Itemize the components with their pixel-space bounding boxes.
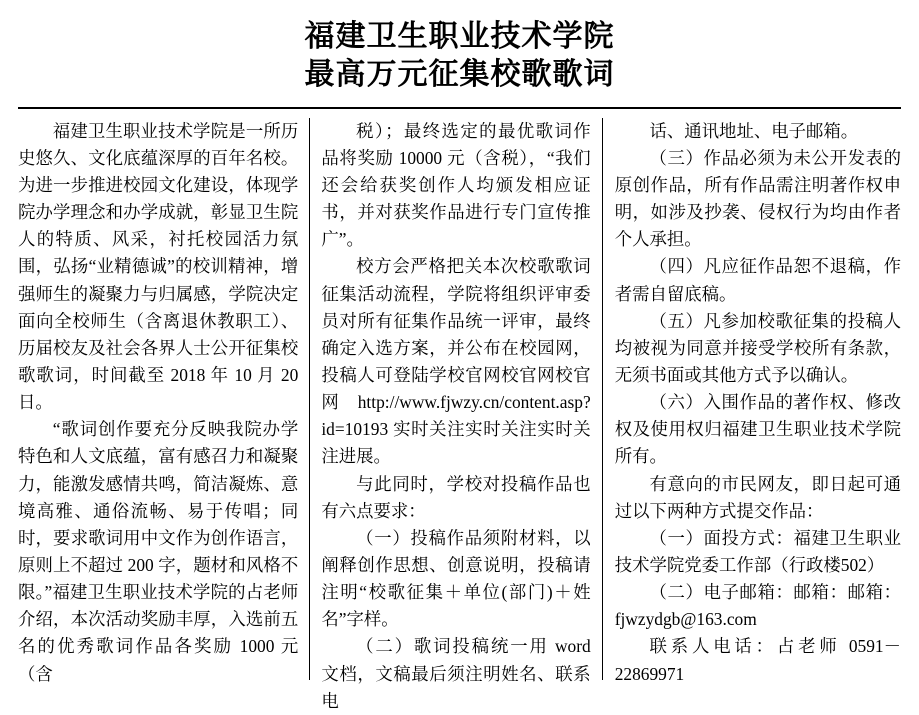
paragraph: （六）入围作品的著作权、修改权及使用权归福建卫生职业技术学院所有。 bbox=[614, 392, 901, 467]
paragraph: “歌词创作要充分反映我院办学特色和人文底蕴，富有感召力和凝聚力，能激发感情共鸣，简洁凝炼、意境高雅、通俗流畅、易于传唱；同时，要求歌词用中文作为创作语言，原则上不超过 200 字，题材和风格不限。”福建卫生职业技术学院的占老师介绍，本次活动奖励丰厚，入选前五名的优秀歌词作品各奖励 1000 元（含 bbox=[18, 419, 299, 684]
paragraph: （四）凡应征作品恕不退稿，作者需自留底稿。 bbox=[614, 256, 901, 304]
page-title bbox=[18, 18, 901, 95]
paragraph: 联系人电话：占老师 0591－22869971 bbox=[614, 636, 901, 684]
paragraph: （二）电子邮箱：邮箱：邮箱：fjwzydgb@163.com bbox=[614, 582, 901, 630]
paragraph: （一）投稿作品须附材料，以阐释创作思想、创意说明，投稿请注明“校歌征集＋单位(部门)＋姓名”字样。 bbox=[321, 527, 591, 630]
headline-line-2: 最高万元征集校歌歌词 bbox=[304, 57, 615, 93]
paragraph: （三）作品必须为未公开发表的原创作品，所有作品需注明著作权申明，如涉及抄袭、侵权行为均由作者个人承担。 bbox=[614, 147, 901, 250]
article-body bbox=[18, 118, 901, 711]
headline-divider-rule bbox=[18, 107, 901, 109]
paragraph: （二）歌词投稿统一用 word 文档，文稿最后须注明姓名、联系电 bbox=[321, 636, 591, 711]
headline-line-1: 福建卫生职业技术学院 bbox=[304, 19, 615, 54]
paragraph: 与此同时，学校对投稿作品也有六点要求： bbox=[321, 473, 591, 521]
article-column-2 bbox=[310, 118, 601, 711]
article-column-1 bbox=[18, 118, 309, 684]
paragraph: 校方会严格把关本次校歌歌词征集活动流程，学院将组织评审委员对所有征集作品统一评审，最终确定入选方案，并公布在校园网，投稿人可登陆学校官网校官网校官网 http://www.fjwzy.cn/content.asp?id=10193 实时关注实时关注实时关注进展。 bbox=[321, 256, 591, 467]
article-column-3 bbox=[603, 118, 901, 684]
paragraph: 税）；最终选定的最优歌词作品将奖励 10000 元（含税），“我们还会给获奖创作人均颁发相应证书，并对获奖作品进行专门宣传推广”。 bbox=[321, 120, 591, 250]
paragraph: 有意向的市民网友，即日起可通过以下两种方式提交作品： bbox=[614, 473, 901, 521]
paragraph: （一）面投方式：福建卫生职业技术学院党委工作部（行政楼502） bbox=[614, 527, 901, 576]
paragraph: 福建卫生职业技术学院是一所历史悠久、文化底蕴深厚的百年名校。为进一步推进校园文化建设，体现学院办学理念和办学成就，彰显卫生院人的特质、风采，衬托校园活力氛围，弘扬“业精德诚”的校训精神，增强师生的凝聚力与归属感，学院决定面向全校师生（含离退休教职工）、历届校友及社会各界人士公开征集校歌歌词，时间截至 2018 年 10 月 20 日。 bbox=[18, 120, 299, 413]
paragraph: 话、通讯地址、电子邮箱。 bbox=[649, 120, 859, 141]
paragraph: （五）凡参加校歌征集的投稿人均被视为同意并接受学校所有条款，无须书面或其他方式予以确认。 bbox=[614, 310, 901, 386]
